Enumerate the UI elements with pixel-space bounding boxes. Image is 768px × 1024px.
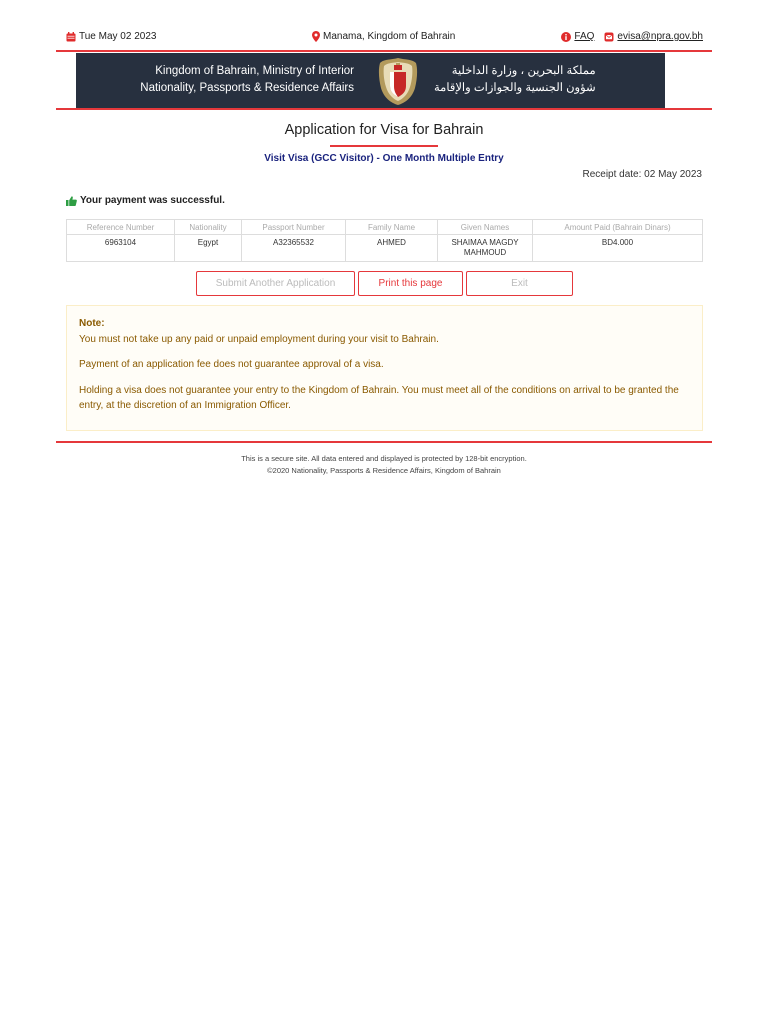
title-underline: [330, 145, 438, 147]
note-label: Note:: [79, 318, 105, 329]
passport-number-cell: A32365532: [242, 235, 346, 262]
bahrain-emblem: [375, 56, 421, 106]
payment-success-message: [66, 195, 225, 206]
location-text: Manama, Kingdom of Bahrain: [323, 31, 456, 42]
header-top-divider: [56, 50, 712, 52]
application-details-table: [66, 219, 703, 262]
note-paragraph: You must not take up any paid or unpaid employment during your visit to Bahrain.: [79, 333, 439, 345]
exit-button[interactable]: Exit: [466, 271, 573, 296]
amount-paid-cell: BD4.000: [533, 235, 703, 262]
banner-en-line2: Nationality, Passports & Residence Affairs: [140, 82, 354, 94]
page-title: Application for Visa for Bahrain: [284, 122, 484, 138]
email-link-label: evisa@npra.gov.bh: [617, 31, 703, 42]
security-notice: This is a secure site. All data entered and displayed is protected by 128-bit encryption.: [241, 454, 527, 463]
thumbs-up-icon: [66, 196, 77, 206]
column-header: Family Name: [346, 220, 438, 235]
note-box: [66, 305, 703, 431]
table-header-row: [67, 220, 703, 235]
ministry-banner: [76, 53, 665, 109]
date-text: Tue May 02 2023: [79, 31, 157, 42]
table-row: [67, 235, 703, 262]
column-header: Nationality: [175, 220, 242, 235]
footer-divider: [56, 441, 712, 443]
banner-ar-line1: مملكة البحرين ، وزارة الداخلية: [451, 65, 596, 77]
location: [312, 31, 455, 42]
column-header: Reference Number: [67, 220, 175, 235]
payment-success-text: Your payment was successful.: [80, 195, 225, 206]
header-links: [561, 31, 703, 42]
note-paragraph: Payment of an application fee does not guarantee approval of a visa.: [79, 359, 384, 370]
envelope-icon: [604, 32, 614, 42]
faq-link-label: FAQ: [574, 31, 595, 42]
calendar-icon: [66, 32, 76, 42]
column-header: Given Names: [438, 220, 533, 235]
copyright: ©2020 Nationality, Passports & Residence Affairs, Kingdom of Bahrain: [267, 466, 501, 475]
column-header: Amount Paid (Bahrain Dinars): [533, 220, 703, 235]
faq-link[interactable]: [561, 31, 594, 42]
given-names-cell: SHAIMAA MAGDY MAHMOUD: [438, 235, 533, 262]
banner-en-line1: Kingdom of Bahrain, Ministry of Interior: [155, 65, 354, 77]
banner-ar-line2: شؤون الجنسية والجوازات والإقامة: [434, 82, 596, 94]
header-bottom-divider: [56, 108, 712, 110]
footer: [0, 453, 768, 477]
banner-english-text: [140, 63, 354, 97]
info-circle-icon: [561, 32, 571, 42]
visa-type-subtitle: Visit Visa (GCC Visitor) - One Month Multiple Entry: [264, 153, 504, 164]
current-date: [66, 31, 156, 42]
note-paragraph: Holding a visa does not guarantee your entry to the Kingdom of Bahrain. You must meet all of the conditions on arrival to be granted the entry, at the discretion of an Immigration Officer.: [79, 384, 679, 411]
reference-number-cell: 6963104: [67, 235, 175, 262]
banner-arabic-text: [434, 63, 596, 97]
submit-another-application-button[interactable]: Submit Another Application: [196, 271, 355, 296]
top-info-bar: [66, 28, 703, 46]
email-link[interactable]: [604, 31, 703, 42]
column-header: Passport Number: [242, 220, 346, 235]
receipt-date: Receipt date: 02 May 2023: [582, 169, 702, 180]
nationality-cell: Egypt: [175, 235, 242, 262]
family-name-cell: AHMED: [346, 235, 438, 262]
map-marker-icon: [312, 31, 320, 42]
print-page-button[interactable]: Print this page: [358, 271, 463, 296]
